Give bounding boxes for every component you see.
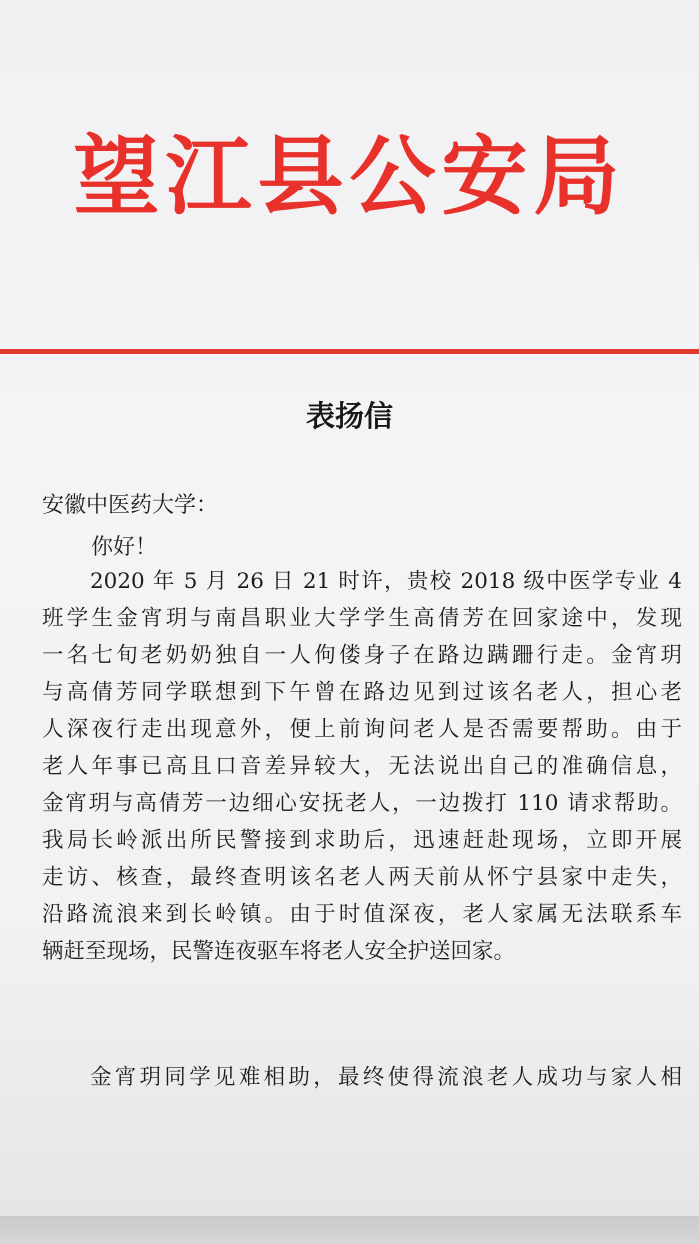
paragraph-line: 我局长岭派出所民警接到求助后，迅速赶赴现场，立即开展: [42, 828, 682, 853]
paragraph-line: 辆赶至现场，民警连夜驱车将老人安全护送回家。: [42, 939, 516, 964]
letter-paragraph-1: [42, 563, 682, 970]
letter-paragraph-2: [42, 1059, 682, 1096]
paragraph-line: 走访、核查，最终查明该名老人两天前从怀宁县家中走失，: [42, 865, 682, 890]
letterhead-red-rule: [0, 349, 699, 354]
paragraph-line: 老人年事已高且口音差异较大，无法说出自己的准确信息，: [42, 754, 682, 779]
paragraph-line: 与高倩芳同学联想到下午曾在路边见到过该名老人，担心老: [42, 680, 682, 705]
letter-salutation: 安徽中医药大学：: [42, 493, 219, 518]
paragraph-line: 2020 年 5 月 26 日 21 时许，贵校 2018 级中医学专业 4: [90, 569, 682, 594]
paragraph-line: 金宵玥与高倩芳一边细心安抚老人，一边拨打 110 请求帮助。: [42, 791, 682, 816]
page-bottom-shadow: [0, 1216, 699, 1244]
paragraph-line: 沿路流浪来到长岭镇。由于时值深夜，老人家属无法联系车: [42, 902, 682, 927]
paragraph-line: 班学生金宵玥与南昌职业大学学生高倩芳在回家途中，发现: [42, 606, 682, 631]
letter-greeting: 你好！: [91, 535, 158, 560]
letter-title: 表扬信: [305, 399, 393, 433]
paragraph-line: 人深夜行走出现意外，便上前询问老人是否需要帮助。由于: [42, 717, 682, 742]
paragraph-line: 金宵玥同学见难相助，最终使得流浪老人成功与家人相: [90, 1065, 682, 1090]
letterhead-organization: 望江县公安局: [73, 126, 626, 227]
paragraph-line: 一名七旬老奶奶独自一人佝偻身子在路边蹒跚行走。金宵玥: [42, 643, 682, 668]
